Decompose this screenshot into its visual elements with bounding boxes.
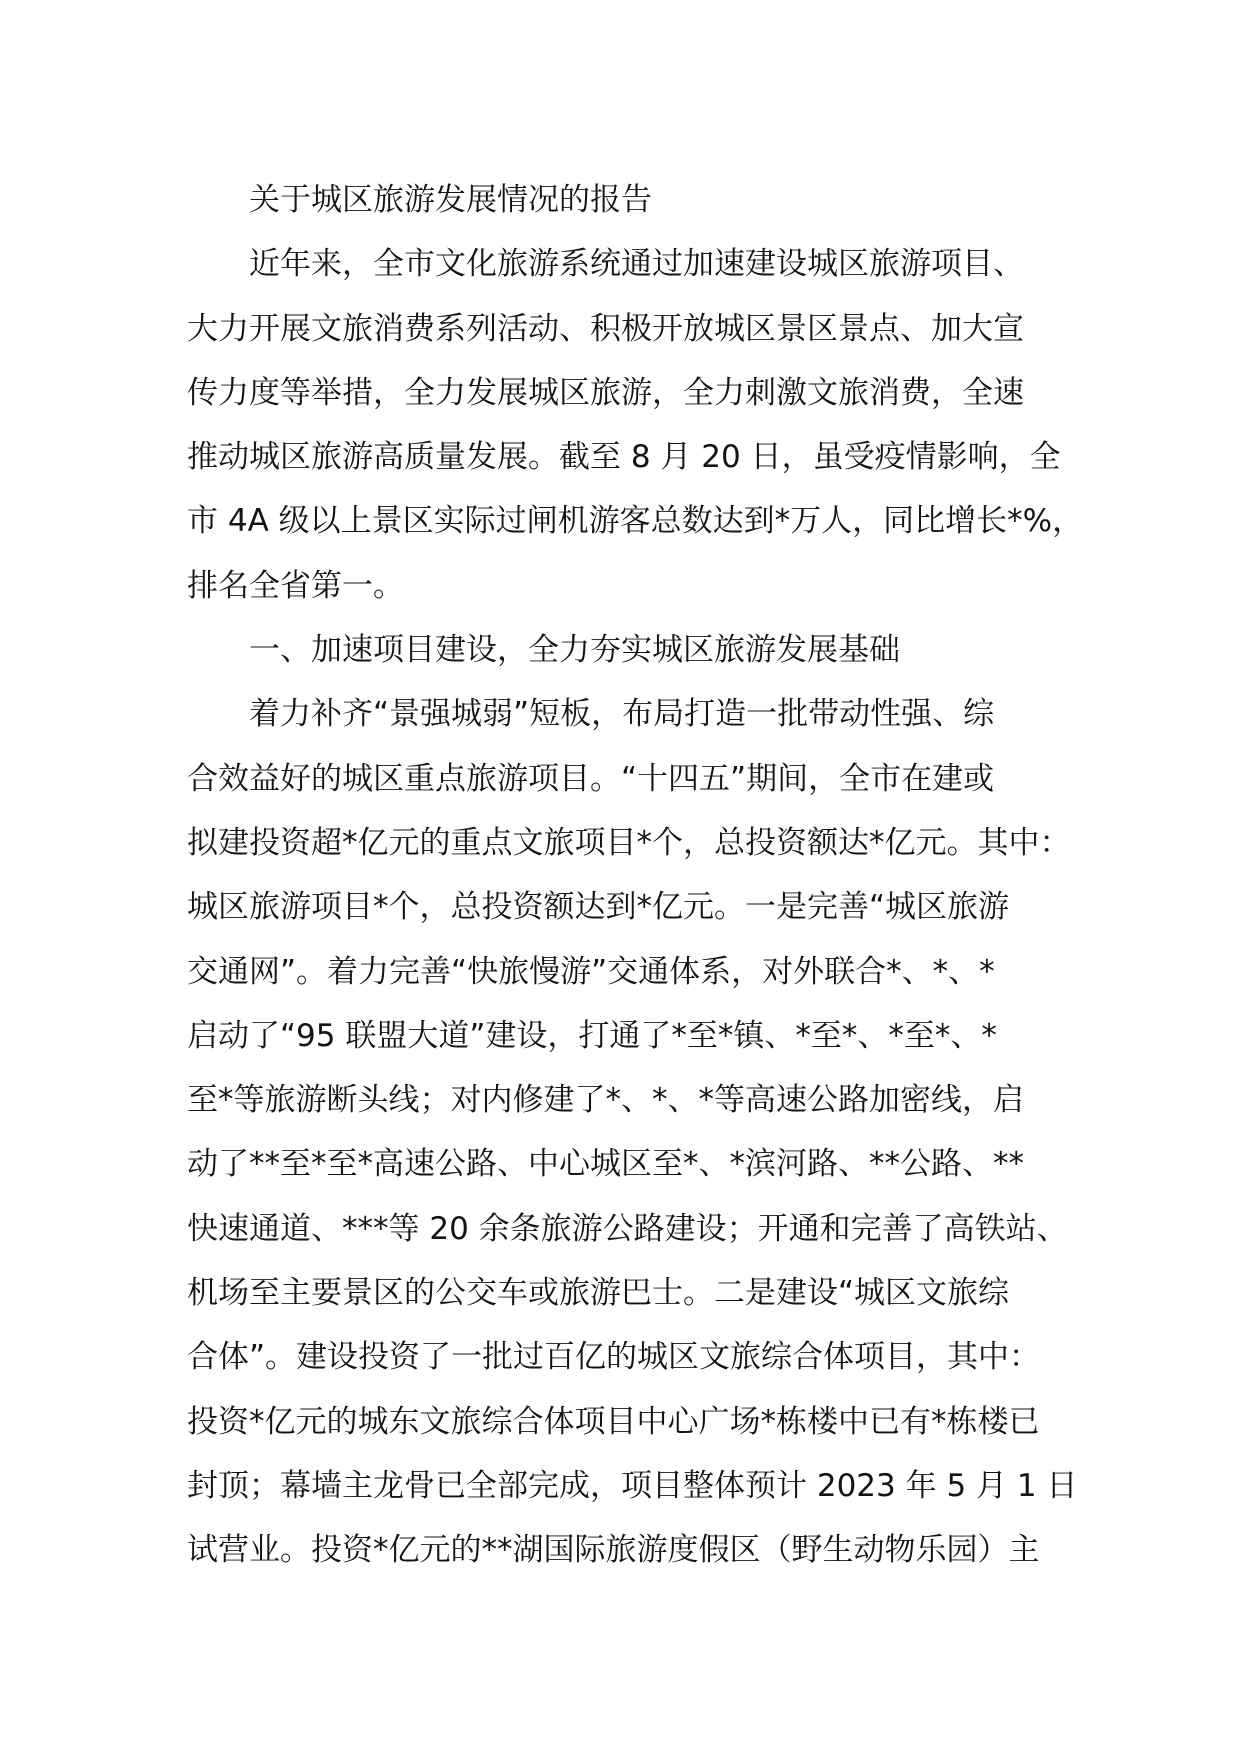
- paragraph-line: 大力开展文旅消费系列活动、积极开放城区景区景点、加大宣: [187, 310, 1024, 347]
- paragraph-line: 交通网”。着力完善“快旅慢游”交通体系，对外联合*、*、*: [187, 953, 995, 990]
- paragraph-line: 投资*亿元的城东文旅综合体项目中心广场*栋楼中已有*栋楼已: [187, 1403, 1040, 1440]
- paragraph-line: 推动城区旅游高质量发展。截至 8 月 20 日，虽受疫情影响，全: [187, 439, 1061, 476]
- paragraph-line: 市 4A 级以上景区实际过闸机游客总数达到*万人，同比增长*%，: [187, 503, 1084, 540]
- paragraph-line: 快速通道、***等 20 余条旅游公路建设；开通和完善了高铁站、: [187, 1210, 1068, 1247]
- document-body: [187, 168, 1087, 1583]
- paragraph-line: 城区旅游项目*个，总投资额达到*亿元。一是完善“城区旅游: [187, 889, 1010, 926]
- paragraph-line: 传力度等举措，全力发展城区旅游，全力刺激文旅消费，全速: [187, 374, 1024, 411]
- paragraph-line: 试营业。投资*亿元的**湖国际旅游度假区（野生动物乐园）主: [187, 1532, 1040, 1569]
- document-title: 关于城区旅游发展情况的报告: [249, 182, 652, 218]
- paragraph-line: 至*等旅游断头线；对内修建了*、*、*等高速公路加密线，启: [187, 1082, 1024, 1119]
- section-heading: 一、加速项目建设，全力夯实城区旅游发展基础: [249, 632, 900, 669]
- paragraph-line: 封顶；幕墙主龙骨已全部完成，项目整体预计 2023 年 5 月 1 日: [187, 1467, 1078, 1504]
- paragraph-line: 拟建投资超*亿元的重点文旅项目*个，总投资额达*亿元。其中：: [187, 824, 1071, 861]
- paragraph-line: 近年来，全市文化旅游系统通过加速建设城区旅游项目、: [249, 246, 1024, 283]
- paragraph-line: 机场至主要景区的公交车或旅游巴士。二是建设“城区文旅综: [187, 1275, 1010, 1312]
- paragraph-line: 着力补齐“景强城弱”短板，布局打造一批带动性强、综: [249, 696, 995, 733]
- paragraph-line: 合体”。建设投资了一批过百亿的城区文旅综合体项目，其中：: [187, 1339, 1041, 1376]
- paragraph-line: 合效益好的城区重点旅游项目。“十四五”期间，全市在建或: [187, 760, 995, 797]
- paragraph-line: 启动了“95 联盟大道”建设，打通了*至*镇、*至*、*至*、*: [187, 1017, 997, 1054]
- paragraph-line: 排名全省第一。: [187, 567, 404, 604]
- paragraph-line: 动了**至*至*高速公路、中心城区至*、*滨河路、**公路、**: [187, 1146, 1024, 1183]
